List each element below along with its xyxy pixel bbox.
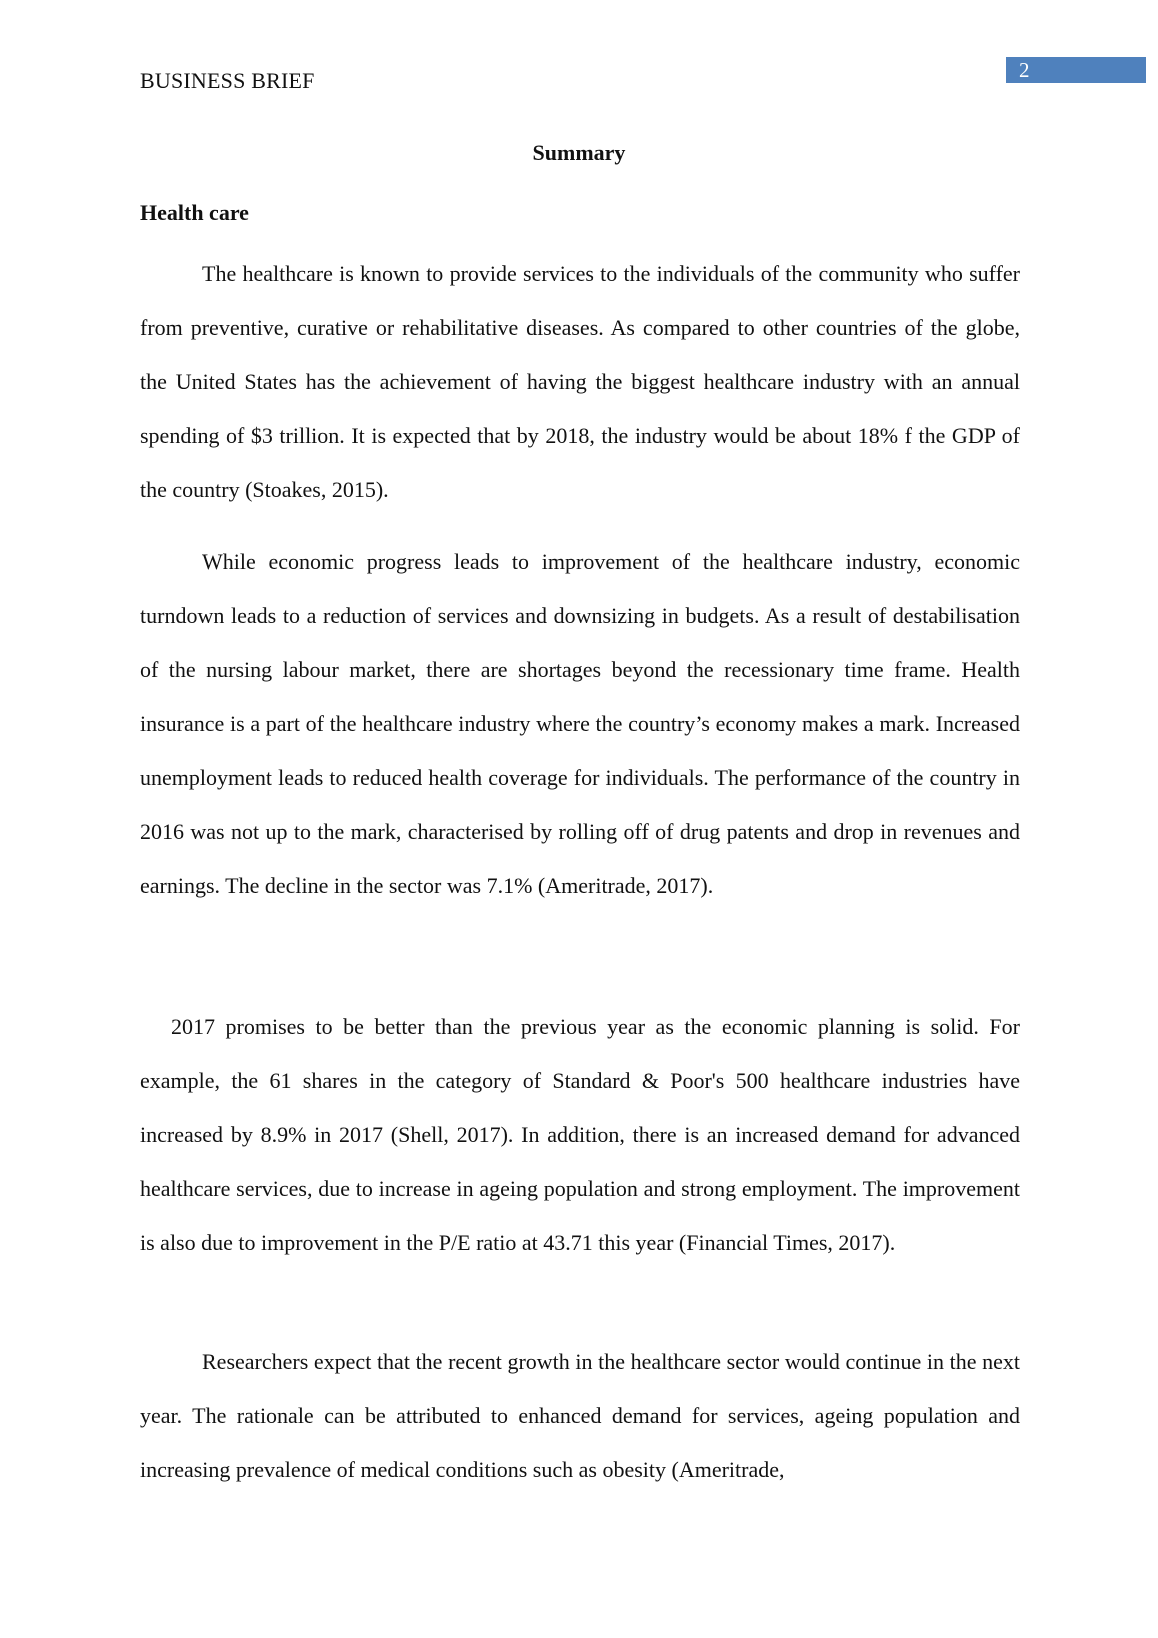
page-number-badge: 2: [1006, 57, 1146, 83]
paragraph-3: 2017 promises to be better than the previous year as the economic planning is solid. For example, the 61 shares in the category of Standard & Poor's 500 healthcare industries have increased by 8.9% in 2017 (Shell, 2017). In addition, there is an increased demand for advanced healthcare services, due to increase in ageing population and strong employment. The improvement is also due to improvement in the P/E ratio at 43.71 this year (Financial Times, 2017).: [140, 1014, 1020, 1255]
paragraph-4: Researchers expect that the recent growth in the healthcare sector would continue in the next year. The rationale can be attributed to enhanced demand for services, ageing population and increasing prevalence of medical conditions such as obesity (Ameritrade,: [140, 1349, 1020, 1482]
paragraph-2: While economic progress leads to improvement of the healthcare industry, economic turndown leads to a reduction of services and downsizing in budgets. As a result of destabilisation of the nursing labour market, there are shortages beyond the recessionary time frame. Health insurance is a part of the healthcare industry where the country’s economy makes a mark. Increased unemployment leads to reduced health coverage for individuals. The performance of the country in 2016 was not up to the mark, characterised by rolling off of drug patents and drop in revenues and earnings. The decline in the sector was 7.1% (Ameritrade, 2017).: [140, 549, 1020, 898]
running-head: BUSINESS BRIEF: [140, 68, 315, 93]
paragraph-1: The healthcare is known to provide services to the individuals of the community who suffer from preventive, curative or rehabilitative diseases. As compared to other countries of the globe, the United States has the achievement of having the biggest healthcare industry with an annual spending of $3 trillion. It is expected that by 2018, the industry would be about 18% f the GDP of the country (Stoakes, 2015).: [140, 261, 1020, 502]
section-heading: Health care: [140, 200, 249, 225]
document-title: Summary: [532, 140, 626, 165]
